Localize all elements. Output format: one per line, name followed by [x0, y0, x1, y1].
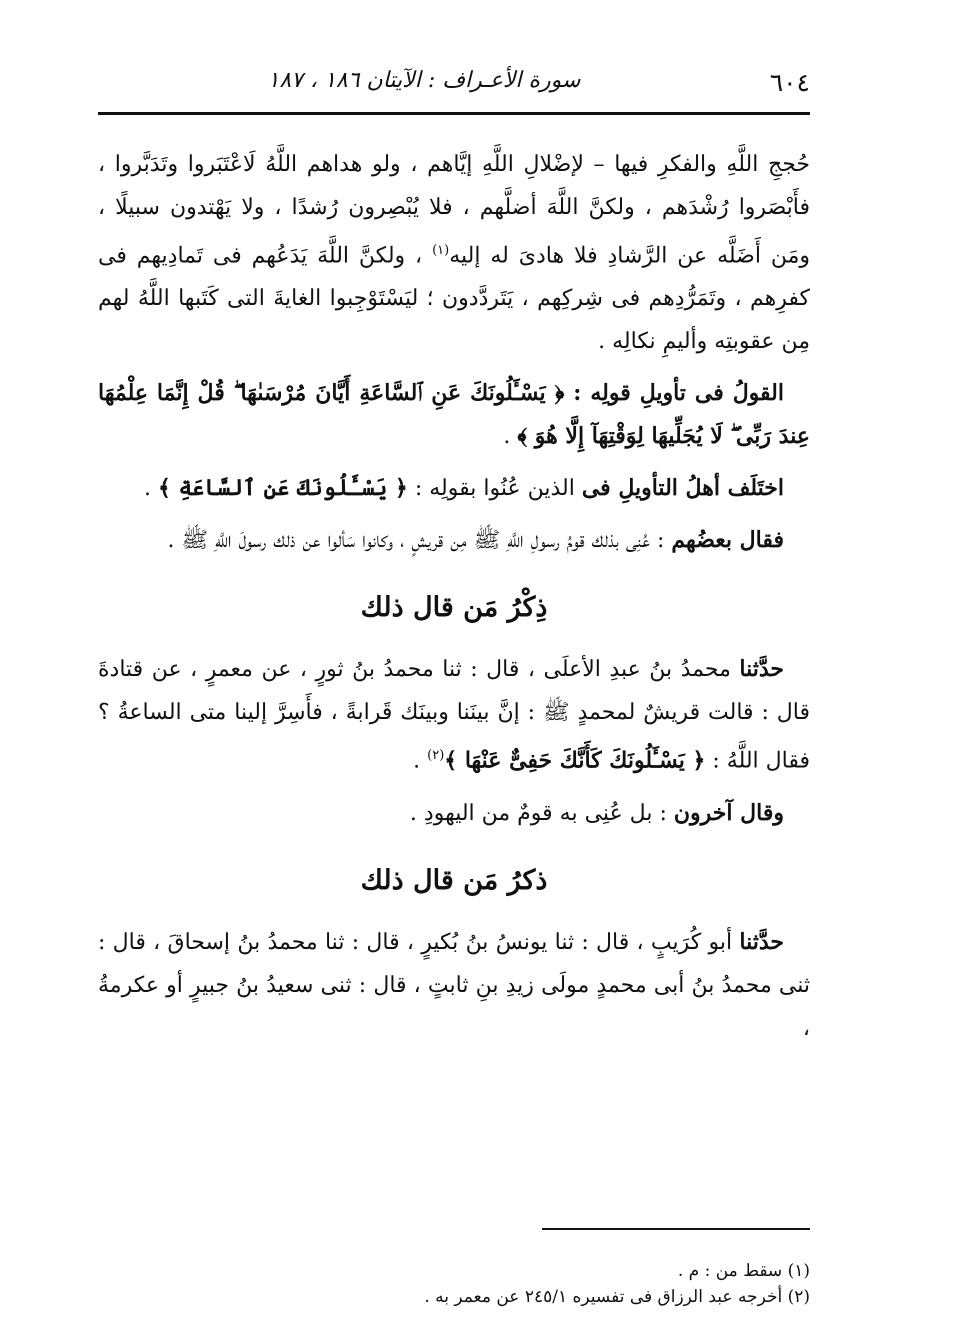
- footnotes: [98, 1258, 810, 1310]
- paragraph-3-lead: اختَلَف أهلُ التأويلِ فى: [581, 475, 784, 502]
- footnote-2: (٢) أخرجه عبد الرزاق فى تفسيره ٢٤٥/١ عن معمر به .: [424, 1287, 810, 1307]
- paragraph-5-end: .: [413, 748, 428, 774]
- paragraph-3: [98, 467, 810, 510]
- footnote-1: (١) سقط من : م .: [677, 1261, 810, 1281]
- paragraph-6-text: : بل عُنِى به قومٌ من اليهودِ .: [409, 800, 674, 826]
- body-text: [98, 143, 810, 1050]
- page-header: [98, 60, 810, 112]
- paragraph-5-lead: حدَّثنا: [739, 656, 784, 683]
- paragraph-4-lead: فقال بعضُهم: [671, 527, 784, 554]
- paragraph-4: [98, 519, 810, 562]
- paragraph-1-rest: ، ولكنَّ اللَّهَ يَدَعُهم فى تَمادِيهم فى كفرِهم ، وتَمَرُّدِهم فى شِركِهم ، يَتَردَّدون ؛ ليَسْتَوْجِبوا الغايةَ التى كَتَبها اللَّهُ لهم مِن عقوبتِه وأليمِ نكالِه .: [98, 243, 810, 355]
- paragraph-2-lead: القولُ فى تأويلِ قولِه :: [564, 380, 784, 407]
- quran-verse-1: ﴿ يَسْـَٔلُونَكَ عَنِ ٱلسَّاعَةِ أَيَّانَ مُرْسَىٰهَا ۖ قُلْ إِنَّمَا عِلْمُهَا عِندَ رَبِّى ۖ لَا يُجَلِّيهَا لِوَقْتِهَآ إِلَّا هُوَ ﴾: [98, 380, 810, 450]
- footnote-ref-2: (٢): [427, 748, 445, 764]
- paragraph-2: [98, 372, 810, 458]
- paragraph-1-text: حُججِ اللَّهِ والفكرِ فيها – لإضْلالِ اللَّهِ إيَّاهم ، ولو هداهم اللَّهُ لَاعْتَبَروا وتَدَبَّروا ، فأَبْصَروا رُشْدَهم ، ولكنَّ اللَّهَ أضلَّهم ، فلا يُبْصِرون رُشدًا ، ولا يَهْتدون سبيلًا ، ومَن أَضَلَّه عن الرَّشادِ فلا هادىَ له إليه: [98, 152, 810, 269]
- paragraph-7-text: أبو كُرَيبٍ ، قال : ثنا يونسُ بنُ بُكيرٍ ، قال : ثنا محمدُ بنُ إسحاقَ ، قال : ثنى محمدُ بنُ أبى محمدٍ مولَى زيدِ بنِ ثابتٍ ، قال : ثنى سعيدُ بنُ جبيرٍ أو عكرمةُ ،: [98, 929, 810, 1041]
- page-number: ٦٠٤: [769, 68, 810, 97]
- paragraph-4-text: : عُنِى بذلك قومُ رسولِ اللَّهِ ﷺ مِن قريشٍ ، وكانوا سَألوا عن ذلك رسولَ اللَّهِ ﷺ .: [167, 528, 672, 554]
- paragraph-3-end: .: [144, 476, 159, 502]
- paragraph-2-end: .: [503, 424, 518, 450]
- quran-verse-2: ﴿ يَسْـَٔلُونَكَ عَنِ ٱلسَّاعَةِ ﴾: [158, 475, 408, 502]
- footnote-ref-1: (١): [432, 243, 450, 258]
- section-heading-1: ذِكْرُ مَن قال ذلك: [360, 592, 548, 624]
- page: [98, 60, 810, 1307]
- section-heading-2: ذكرُ مَن قال ذلك: [360, 864, 548, 896]
- paragraph-6-lead: وقال آخرون: [673, 799, 784, 826]
- paragraph-7-lead: حدَّثنا: [739, 928, 784, 955]
- footnote-rule: [542, 1228, 810, 1230]
- paragraph-1: [98, 143, 810, 363]
- header-rule: [98, 112, 810, 115]
- paragraph-5-text: محمدُ بنُ عبدِ الأعلَى ، قال : ثنا محمدُ بنُ ثورٍ ، عن معمرٍ ، عن قتادةَ قال : قالت قريشٌ لمحمدٍ ﷺ : إنَّ بينَنا وبينَك قَرابةً ، فأَسِرَّ إلينا متى الساعةُ ؟ فقال اللَّهُ :: [98, 657, 810, 774]
- paragraph-3-text: الذين عُنُوا بقولِه :: [407, 476, 582, 502]
- running-title: سورة الأعـراف : الآيتان ١٨٦ ، ١٨٧: [267, 68, 581, 93]
- quran-verse-3: ﴿ يَسْـَٔلُونَكَ كَأَنَّكَ حَفِىٌّ عَنْهَا ﴾: [444, 747, 706, 774]
- paragraph-6: [98, 792, 810, 835]
- paragraph-7: [98, 921, 810, 1050]
- paragraph-5: [98, 648, 810, 782]
